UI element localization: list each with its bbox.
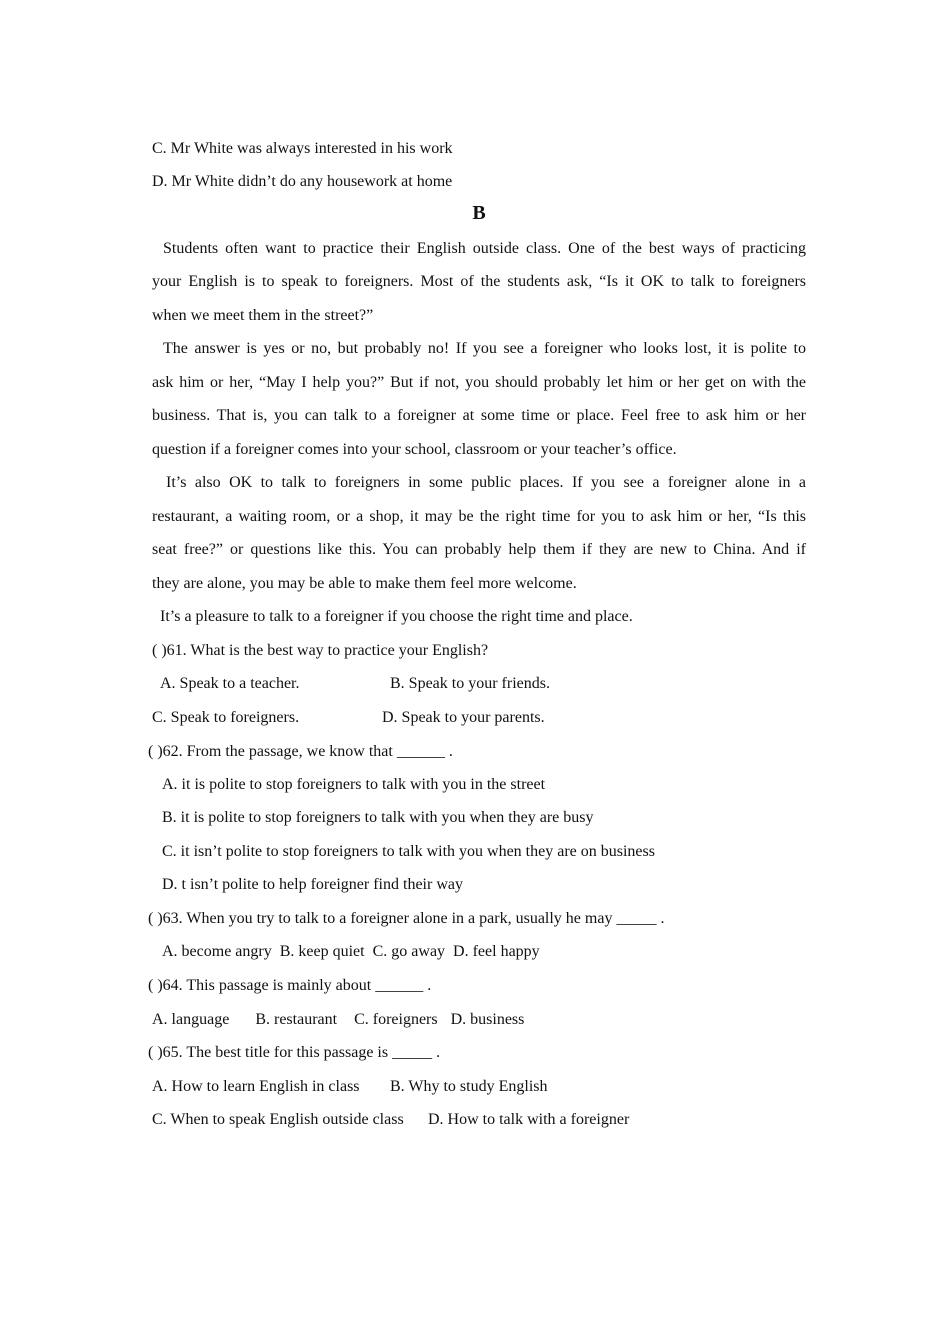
- question-64-option-b: B. restaurant: [255, 1011, 338, 1028]
- passage-p2-line3: business. That is, you can talk to a foreigner at some time or place. Feel free to ask him or her: [152, 407, 806, 424]
- passage-p1-line3: when we meet them in the street?”: [152, 307, 374, 324]
- question-61-option-d: D. Speak to your parents.: [382, 709, 545, 726]
- question-65-option-d: D. How to talk with a foreigner: [428, 1111, 630, 1128]
- question-65-option-b: B. Why to study English: [390, 1078, 548, 1095]
- passage-p4: It’s a pleasure to talk to a foreigner if you choose the right time and place.: [160, 608, 633, 625]
- question-64-option-c: C. foreigners: [354, 1011, 438, 1028]
- question-61-option-b: B. Speak to your friends.: [390, 675, 550, 692]
- question-64-options: [152, 1010, 524, 1030]
- question-62-option-d: D. t isn’t polite to help foreigner find their way: [162, 876, 463, 893]
- question-65-stem: ( )65. The best title for this passage is _____ .: [148, 1044, 441, 1061]
- question-63-options: [162, 942, 540, 962]
- question-64-stem: ( )64. This passage is mainly about ______ .: [148, 977, 432, 994]
- question-63-option-b: B. keep quiet: [279, 943, 365, 960]
- prev-option-d: D. Mr White didn’t do any housework at home: [152, 173, 453, 190]
- question-61-stem: ( )61. What is the best way to practice your English?: [152, 642, 489, 659]
- question-62-option-b: B. it is polite to stop foreigners to talk with you when they are busy: [162, 809, 594, 826]
- prev-option-c: C. Mr White was always interested in his work: [152, 140, 453, 157]
- question-65-option-c: C. When to speak English outside class: [152, 1111, 404, 1128]
- question-62-option-c: C. it isn’t polite to stop foreigners to talk with you when they are on business: [162, 843, 655, 860]
- passage-p3-line3: seat free?” or questions like this. You can probably help them if they are new to China. And if: [152, 541, 806, 558]
- question-61-option-a: A. Speak to a teacher.: [160, 675, 300, 692]
- passage-p3-line2: restaurant, a waiting room, or a shop, it may be the right time for you to ask him or her, “Is this: [152, 508, 806, 525]
- question-63-option-c: C. go away: [372, 943, 446, 960]
- passage-p3-line1: It’s also OK to talk to foreigners in some public places. If you see a foreigner alone in a: [166, 474, 806, 491]
- question-64-option-a: A. language: [152, 1011, 230, 1028]
- passage-p3-line4: they are alone, you may be able to make them feel more welcome.: [152, 575, 577, 592]
- passage-p1-line1: Students often want to practice their English outside class. One of the best ways of practicing: [163, 240, 806, 257]
- passage-p1-line2: your English is to speak to foreigners. Most of the students ask, “Is it OK to talk to foreigners: [152, 273, 806, 290]
- passage-p2-line4: question if a foreigner comes into your school, classroom or your teacher’s office.: [152, 441, 677, 458]
- question-63-option-d: D. feel happy: [453, 943, 540, 960]
- question-62-option-a: A. it is polite to stop foreigners to talk with you in the street: [162, 776, 546, 793]
- section-heading: B: [472, 202, 486, 224]
- question-64-option-d: D. business: [450, 1011, 525, 1028]
- question-62-stem: ( )62. From the passage, we know that ______ .: [148, 743, 453, 760]
- question-61-option-c: C. Speak to foreigners.: [152, 709, 300, 726]
- question-63-option-a: A. become angry: [162, 943, 272, 960]
- question-63-stem: ( )63. When you try to talk to a foreigner alone in a park, usually he may _____ .: [148, 910, 665, 927]
- passage-p2-line1: The answer is yes or no, but probably no! If you see a foreigner who looks lost, it is polite to: [163, 340, 806, 357]
- passage-p2-line2: ask him or her, “May I help you?” But if not, you should probably let him or her get on with the: [152, 374, 806, 391]
- question-65-option-a: A. How to learn English in class: [152, 1078, 360, 1095]
